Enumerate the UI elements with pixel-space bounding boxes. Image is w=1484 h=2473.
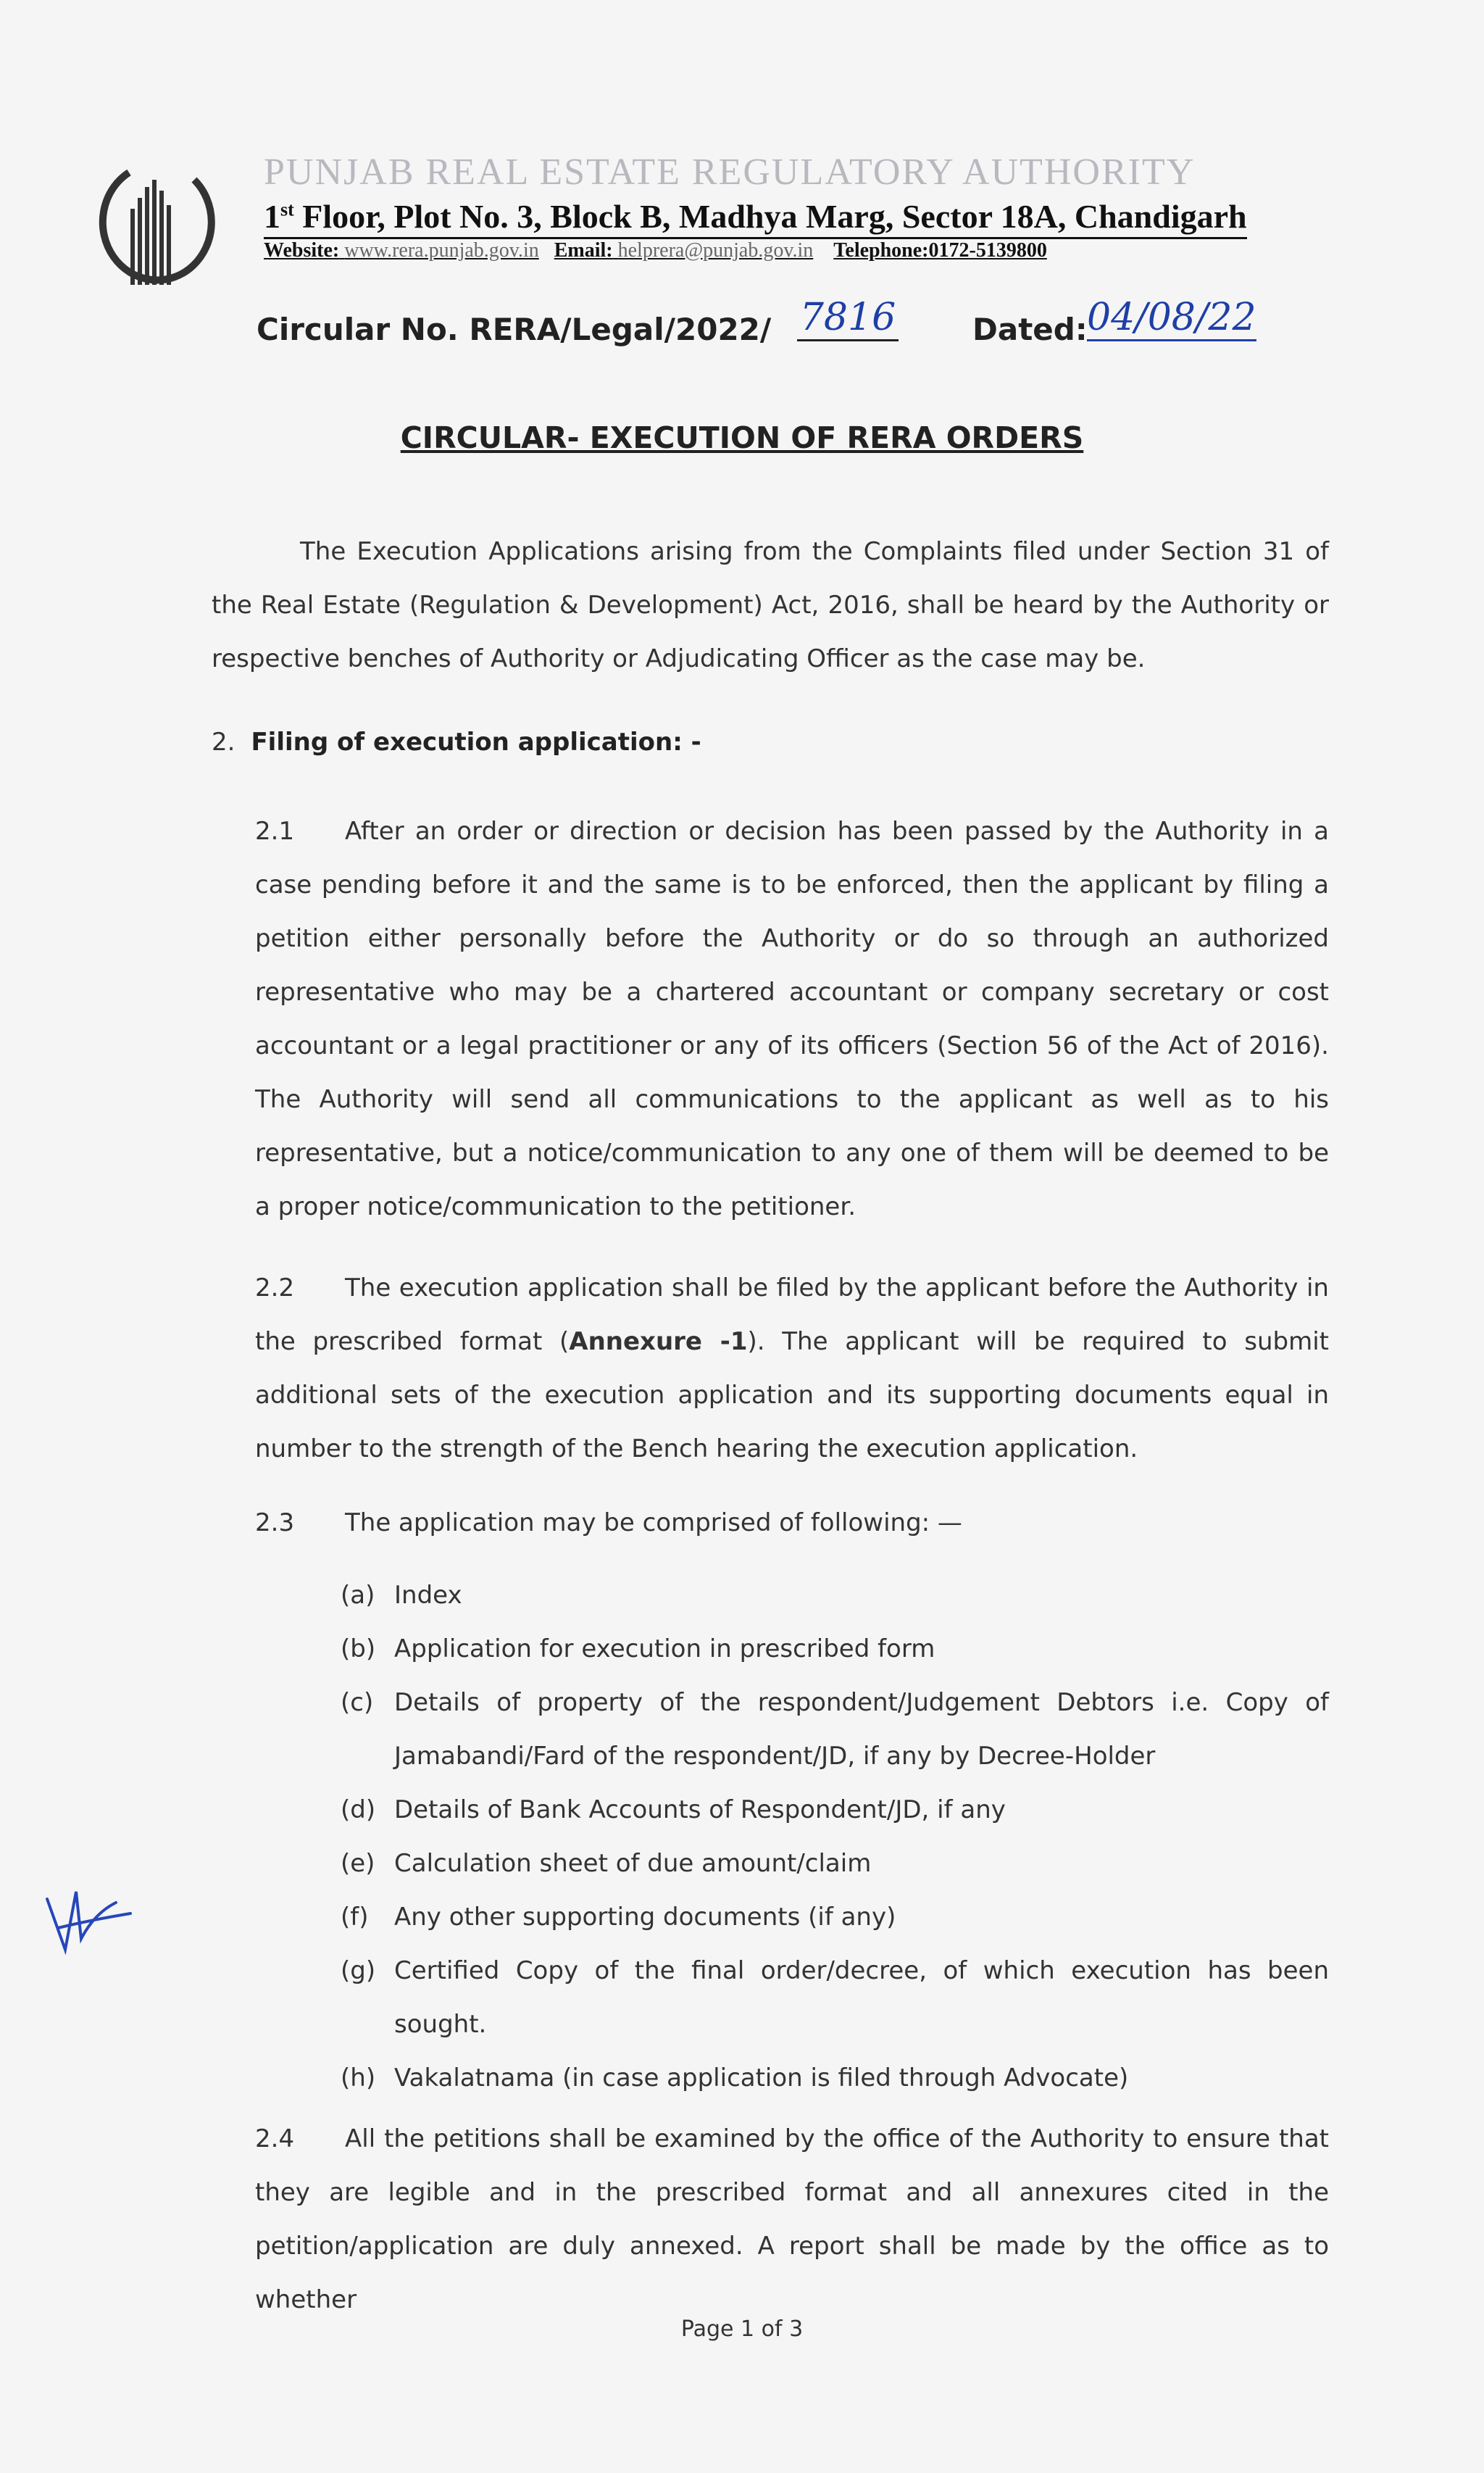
section-2-number: 2. [212,728,235,757]
list-item-text: Vakalatnama (in case application is filed through Advocate) [394,2063,1129,2092]
address-text: Floor, Plot No. 3, Block B, Madhya Marg, Sector 18A, Chandigarh [293,198,1247,235]
list-item-tag: (f) [341,1903,369,1932]
clause-number: 2.4 [255,2124,295,2153]
list-item-text: Any other supporting documents (if any) [394,1903,896,1932]
clause-number: 2.1 [255,817,295,846]
list-item-tag: (b) [341,1634,376,1663]
list-item [341,1676,1329,1783]
list-item [341,1568,1329,1622]
list-item-tag: (e) [341,1849,375,1878]
clause-text: After an order or direction or decision has been passed by the Authority in a case pending before it and the same is to be enforced, then the applicant by filing a petition either personally before the Authority or do so through an authorized representative who may be a chartered accountant or company secretary or cost accountant or a legal practitioner or any of its officers (Section 56 of the Act of 2016). The Authority will send all communications to the applicant as well as to his representative, but a notice/communication to any one of them will be deemed to be a proper notice/communication to the petitioner. [255,817,1329,1221]
rera-logo-icon [86,158,216,296]
contact-line [264,239,1047,262]
address-ordinal-suffix: st [280,199,294,220]
clause-number: 2.3 [255,1508,295,1537]
list-item [341,1890,1329,1944]
list-item-text: Index [394,1581,462,1610]
intro-paragraph: The Execution Applications arising from the Complaints filed under Section 31 of the Real Estate (Regulation & Development) Act, 2016, shall be heard by the Authority or respective benches of Authority or Adjudicating Officer as the case may be. [212,537,1329,673]
list-item-text: Calculation sheet of due amount/claim [394,1849,872,1878]
list-item-tag: (d) [341,1795,376,1824]
clause-2-4 [255,2112,1329,2327]
clause-text: The execution application shall be filed by the applicant before the Authority in the prescribed format ( [255,1273,1329,1356]
list-item-tag: (h) [341,2063,376,2092]
clause-2-1 [255,805,1329,1234]
circular-title-wrap [0,420,1484,455]
circular-title: CIRCULAR- EXECUTION OF RERA ORDERS [400,420,1084,455]
section-2-heading [212,728,701,757]
annexure-reference: Annexure -1 [569,1327,748,1356]
clause-2-2 [255,1261,1329,1476]
list-item-text: Application for execution in prescribed form [394,1634,935,1663]
address-line [264,197,1247,239]
list-item-tag: (a) [341,1581,375,1610]
list-item [341,1783,1329,1837]
dated-handwritten: 04/08/22 [1087,296,1256,341]
list-item [341,2051,1329,2105]
page-number: Page 1 of 3 [680,2316,804,2342]
website-label: Website: [264,239,340,262]
list-item [341,1622,1329,1676]
email-segment [554,239,814,262]
clause-text: The application may be comprised of following: — [345,1508,962,1537]
handwritten-initials-icon [36,1870,145,1971]
circular-number-label: Circular No. RERA/Legal/2022/ [257,312,772,347]
list-item [341,1944,1329,2051]
clause-2-3 [255,1496,1329,1550]
application-items-list [341,1568,1329,2105]
website-link[interactable]: www.rera.punjab.gov.in [344,239,539,262]
list-item-tag: (c) [341,1688,374,1717]
list-item [341,1837,1329,1890]
clause-number: 2.2 [255,1273,295,1302]
list-item-text: Details of property of the respondent/Judgement Debtors i.e. Copy of Jamabandi/Fard of the respondent/JD, if any by Decree-Holder [394,1688,1329,1771]
circular-number-handwritten: 7816 [797,296,899,341]
address-ordinal: 1 [264,198,280,235]
list-item-text: Certified Copy of the final order/decree, of which execution has been sought. [394,1956,1329,2039]
list-item-text: Details of Bank Accounts of Respondent/JD, if any [394,1795,1006,1824]
section-2-title: Filing of execution application: - [251,728,701,757]
website-segment [264,239,539,262]
org-name: PUNJAB REAL ESTATE REGULATORY AUTHORITY [264,151,1196,193]
email-label: Email: [554,239,613,262]
telephone: Telephone:0172-5139800 [833,239,1047,262]
clause-text: All the petitions shall be examined by the office of the Authority to ensure that they are legible and in the prescribed format and all annexures cited in the petition/application are duly annexed. A report shall be made by the office as to whether [255,2124,1329,2314]
email-link[interactable]: helprera@punjab.gov.in [617,239,814,262]
clause-text: ). The applicant will be required to submit additional sets of the execution application and its supporting documents equal in number to the strength of the Bench hearing the execution application. [255,1327,1329,1463]
list-item-tag: (g) [341,1956,376,1985]
dated-label: Dated: [972,312,1088,347]
